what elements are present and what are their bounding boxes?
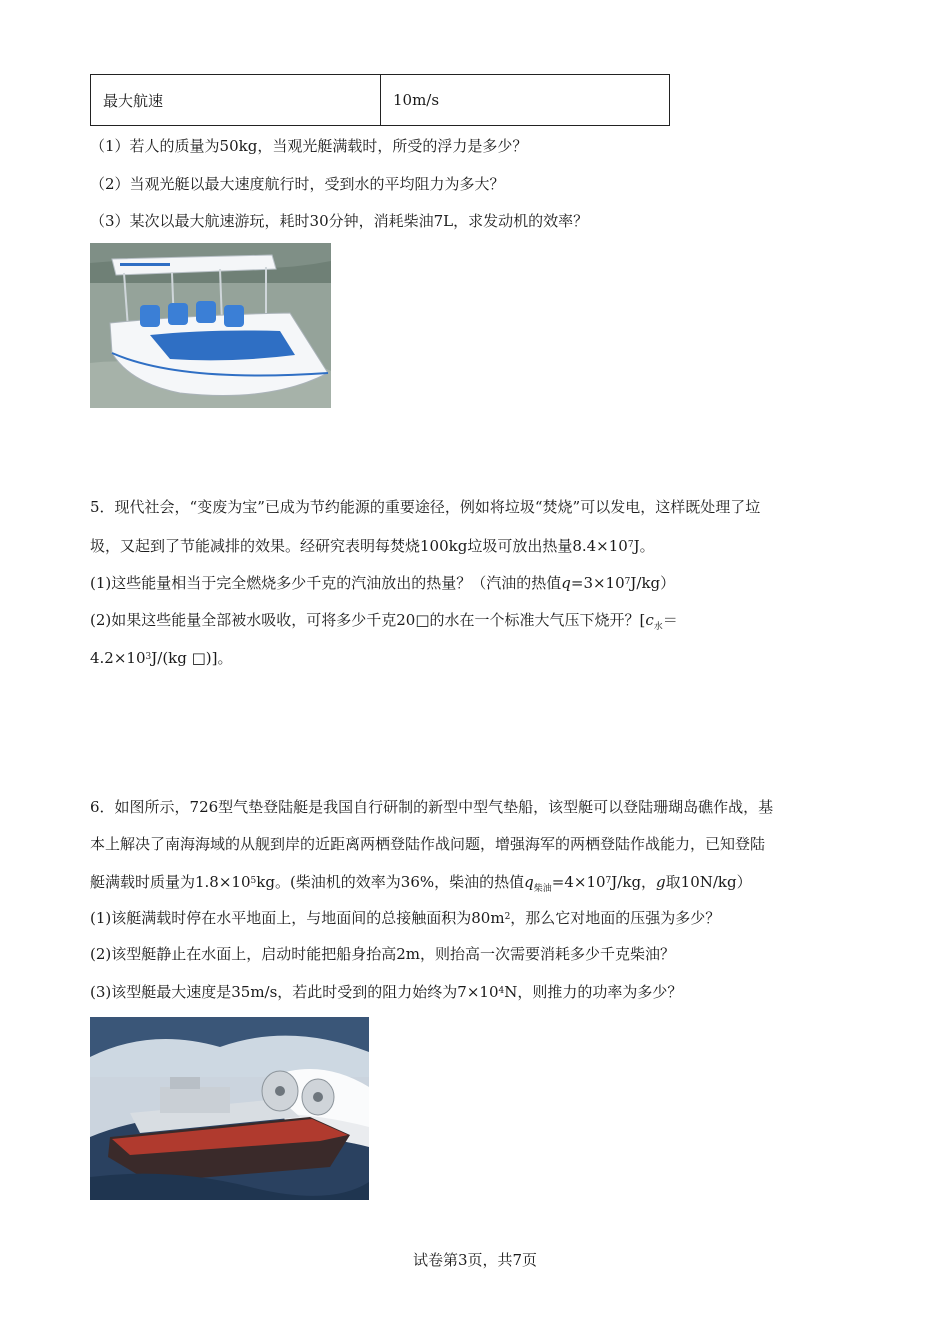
spec-table <box>90 74 670 126</box>
q5-sub1: (1)这些能量相当于完全燃烧多少千克的汽油放出的热量？（汽油的热值$q=3\times 10^7J/kg$） <box>90 574 676 592</box>
q6-sub2: (2)该型艇静止在水面上，启动时能把船身抬高2m，则抬高一次需要消耗多少千克柴油？ <box>90 945 676 963</box>
q6-line2: 本上解决了南海海域的从舰到岸的近距离两栖登陆作战问题，增强海军的两栖登陆作战能力，已知登陆 <box>90 835 766 853</box>
q5-sub2-cont: $4.2\times 10^3J/(kg$ □)]。 <box>90 649 233 667</box>
q4-sub1: （1）若人的质量为50kg，当观光艇满载时，所受的浮力是多少？ <box>90 137 528 155</box>
q6-line1: 6．如图所示，726型气垫登陆艇是我国自行研制的新型中型气垫船，该型艇可以登陆珊瑚岛礁作战，基 <box>90 798 774 816</box>
q5-sub2: (2)如果这些能量全部被水吸收，可将多少千克20□的水在一个标准大气压下烧开？[$c_水=$ <box>90 611 678 632</box>
q6-line3: 艇满载时质量为$1.8\times 10^5kg$。(柴油机的效率为36%，柴油的热值$q_{柴油}=4\times 10^7J/kg$，g取10N/kg） <box>90 873 752 894</box>
q6-sub3: (3)该型艇最大速度是35m/s，若此时受到的阻力始终为$7\times 10^4N$，则推力的功率为多少？ <box>90 983 683 1001</box>
q5-line2: 圾，又起到了节能减排的效果。经研究表明每焚烧100kg垃圾可放出热量$8.4\times 10^7J$。 <box>90 537 655 555</box>
q5-line1: 5．现代社会，“变废为宝”已成为节约能源的重要途径，例如将垃圾“焚烧”可以发电，这样既处理了垃 <box>90 498 761 516</box>
q4-sub3: （3）某次以最大航速游玩，耗时30分钟，消耗柴油7L，求发动机的效率？ <box>90 212 589 230</box>
table-cell-label: 最大航速 <box>91 75 381 125</box>
hovercraft-image <box>90 1017 369 1200</box>
table-cell-value: 10m/s <box>393 91 440 109</box>
q6-sub1: (1)该艇满载时停在水平地面上，与地面间的总接触面积为$80m^2$，那么它对地面的压强为多少？ <box>90 909 721 927</box>
tour-boat-image <box>90 243 331 408</box>
q4-sub2: （2）当观光艇以最大速度航行时，受到水的平均阻力为多大？ <box>90 175 505 193</box>
page-footer: 试卷第3页，共7页 <box>412 1251 538 1269</box>
